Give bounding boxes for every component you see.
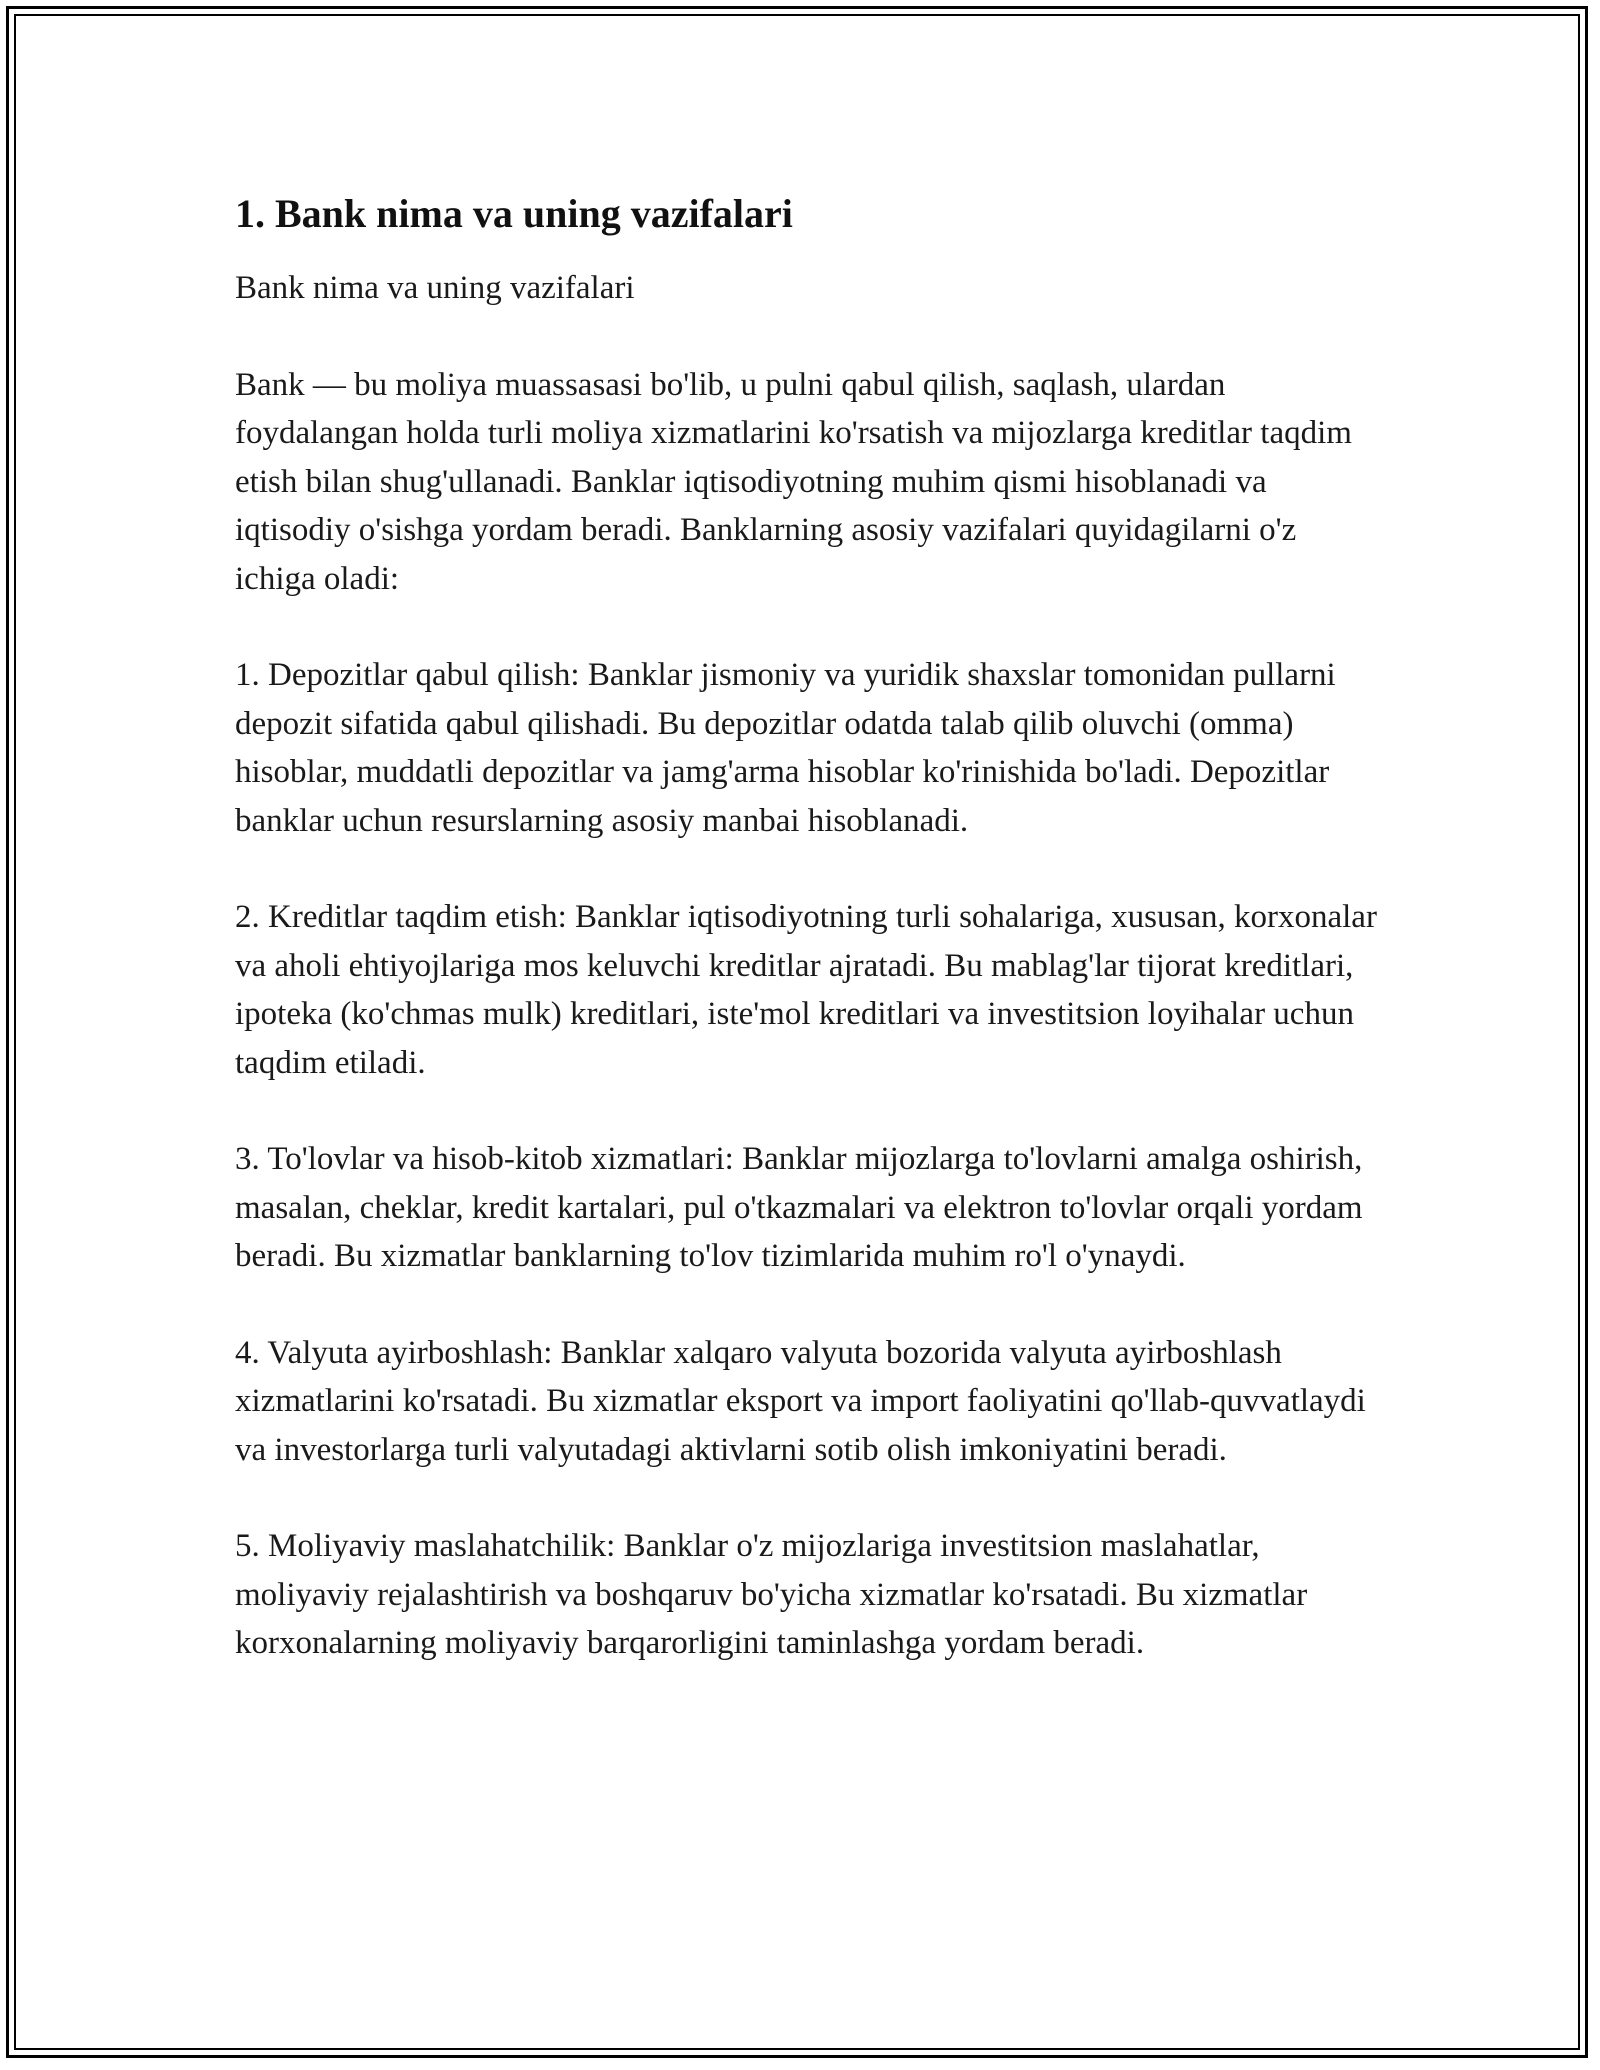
list-item-loans: 2. Kreditlar taqdim etish: Banklar iqtisodiyotning turli sohalariga, xususan, korxonalar va aholi ehtiyojlariga mos keluvchi kreditlar ajratadi. Bu mablag'lar tijorat kreditlari, ipoteka (ko'chmas mulk) kreditlari, iste'mol kreditlari va investitsion loyihalar uchun taqdim etiladi. (235, 899, 1377, 1081)
document-body (235, 188, 1380, 1716)
list-item-deposits: 1. Depozitlar qabul qilish: Banklar jismoniy va yuridik shaxslar tomonidan pullarni depozit sifatida qabul qilishadi. Bu depozitlar odatda talab qilib oluvchi (omma) hisoblar, muddatli depozitlar va jamg'arma hisoblar ko'rinishida bo'ladi. Depozitlar banklar uchun resurslarning asosiy manbai hisoblanadi. (235, 657, 1336, 839)
intro-paragraph: Bank — bu moliya muassasasi bo'lib, u pulni qabul qilish, saqlash, ulardan foydalangan holda turli moliya xizmatlarini ko'rsatish va mijozlarga kreditlar taqdim etish bilan shug'ullanadi. Banklar iqtisodiyotning muhim qismi hisoblanadi va iqtisodiy o'sishga yordam beradi. Banklarning asosiy vazifalari quyidagilarni o'z ichiga oladi: (235, 366, 1352, 597)
list-item-payments: 3. To'lovlar va hisob-kitob xizmatlari: Banklar mijozlarga to'lovlarni amalga oshirish, masalan, cheklar, kredit kartalari, pul o'tkazmalari va elektron to'lovlar orqali yordam beradi. Bu xizmatlar banklarning to'lov tizimlarida muhim ro'l o'ynaydi. (235, 1141, 1363, 1274)
document-title: 1. Bank nima va uning vazifalari (235, 191, 793, 236)
document-subtitle: Bank nima va uning vazifalari (235, 270, 635, 306)
list-item-financial-advisory: 5. Moliyaviy maslahatchilik: Banklar o'z mijozlariga investitsion maslahatlar, moliyaviy rejalashtirish va boshqaruv bo'yicha xizmatlar ko'rsatadi. Bu xizmatlar korxonalarning moliyaviy barqarorligini taminlashga yordam beradi. (235, 1528, 1308, 1661)
list-item-currency-exchange: 4. Valyuta ayirboshlash: Banklar xalqaro valyuta bozorida valyuta ayirboshlash xizmatlarini ko'rsatadi. Bu xizmatlar eksport va import faoliyatini qo'llab-quvvatlaydi va investorlarga turli valyutadagi aktivlarni sotib olish imkoniyatini beradi. (235, 1334, 1366, 1468)
